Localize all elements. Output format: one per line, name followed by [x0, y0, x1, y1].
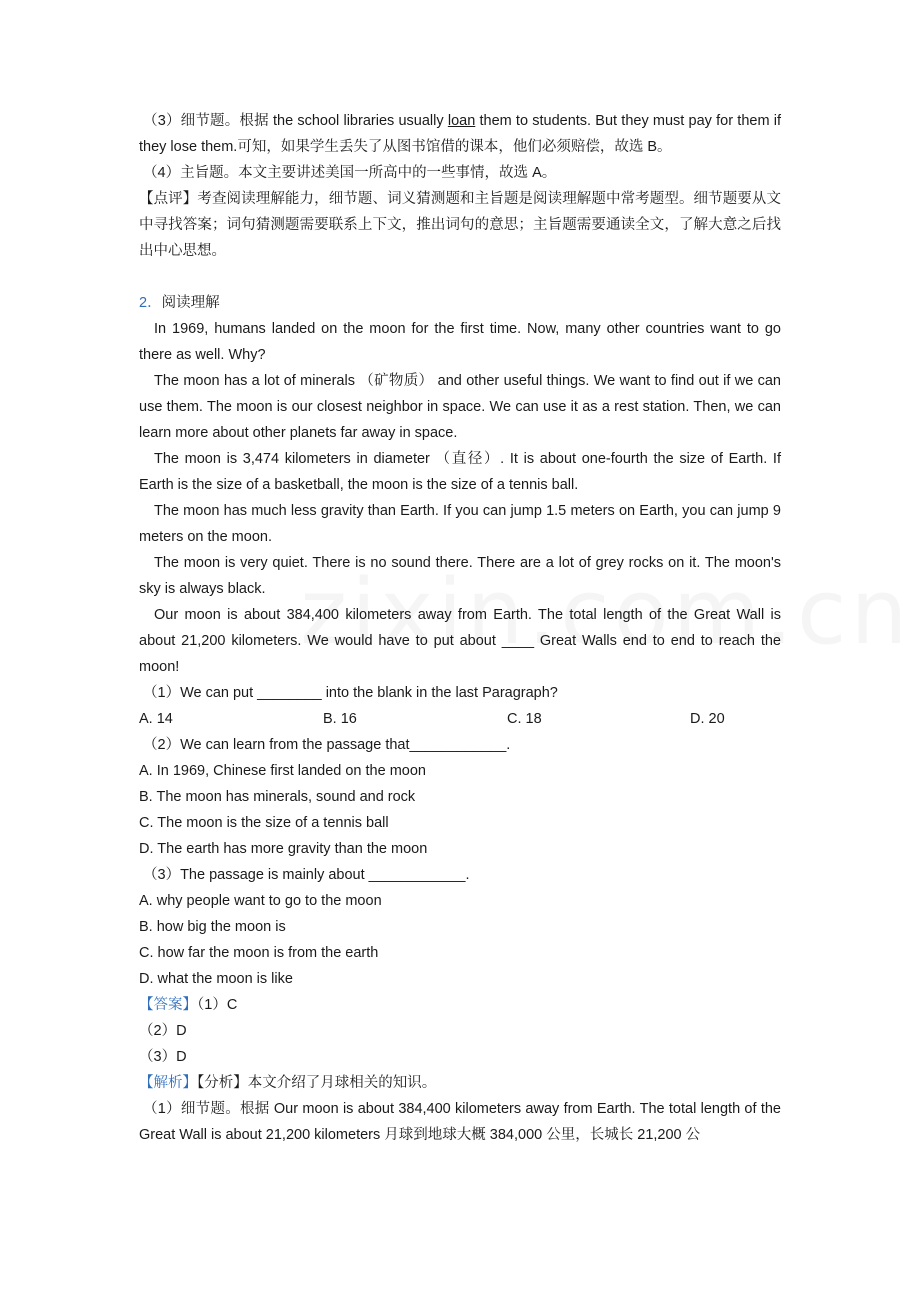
passage-paragraph: The moon is 3,474 kilometers in diameter （直径）. It is about one-fourth the size of Earth. If Earth is the size of a basketball, the moon is the size of a tennis ball. — [139, 451, 781, 493]
option-a: A. why people want to go to the moon — [139, 893, 382, 909]
section-heading — [139, 290, 781, 316]
option-b: B. The moon has minerals, sound and rock — [139, 789, 416, 805]
passage-paragraph: The moon has a lot of minerals （矿物质） and other useful things. We want to find out if we can use them. The moon is our closest neighbor in space. We can use it as a rest station. Then, we can learn more about other planets far away in space. — [139, 373, 781, 441]
option-a: A. In 1969, Chinese first landed on the moon — [139, 763, 426, 779]
section-number: 2． — [139, 295, 162, 311]
option-c: C. 18 — [507, 711, 542, 727]
analysis-intro: 【分析】本文介绍了月球相关的知识。 — [197, 1075, 437, 1091]
passage-paragraph: In 1969, humans landed on the moon for the first time. Now, many other countries want to go there as well. Why? — [139, 321, 781, 363]
section-title: 阅读理解 — [161, 295, 220, 311]
passage-paragraph: Our moon is about 384,400 kilometers away from Earth. The total length of the Great Wall is about 21,200 kilometers. We would have to put about ____ Great Walls end to end to reach the moon! — [139, 607, 781, 675]
question-1-options — [139, 706, 781, 732]
option-d: D. what the moon is like — [139, 971, 293, 987]
option-c: C. The moon is the size of a tennis ball — [139, 815, 389, 831]
analysis-q1: （1）细节题。根据 Our moon is about 384,400 kilometers away from Earth. The total length of the Great Wall is about 21,200 kilometers 月球到地球大概 384,000 公里，长城长 21,200 公 — [139, 1101, 781, 1143]
analysis-line — [139, 1070, 781, 1096]
answer-1: （1）C — [197, 997, 238, 1013]
option-b: B. 16 — [323, 711, 357, 727]
answer-line — [139, 992, 781, 1018]
option-d: D. 20 — [690, 711, 725, 727]
option-a: A. 14 — [139, 711, 173, 727]
question-1-stem: （1）We can put ________ into the blank in the last Paragraph? — [143, 685, 558, 701]
underlined-word: loan — [447, 113, 476, 129]
analysis-label: 【解析】 — [139, 1075, 197, 1091]
answer-2: （2）D — [139, 1023, 187, 1039]
answer-label: 【答案】 — [139, 997, 197, 1013]
passage-paragraph: The moon has much less gravity than Earth. If you can jump 1.5 meters on Earth, you can jump 9 meters on the moon. — [139, 503, 781, 545]
prev-comment: 【点评】考查阅读理解能力，细节题、词义猜测题和主旨题是阅读理解题中常考题型。细节题要从文中寻找答案；词句猜测题需要联系上下文，推出词句的意思；主旨题需要通读全文，了解大意之后找出中心思想。 — [139, 191, 781, 259]
prev-q3-explanation: （3）细节题。根据 the school libraries usually loan them to students. But they must pay for them if they lose them.可知，如果学生丢失了从图书馆借的课本，他们必须赔偿，故选 B。 — [139, 113, 781, 155]
answer-3: （3）D — [139, 1049, 187, 1065]
option-d: D. The earth has more gravity than the moon — [139, 841, 428, 857]
question-3-stem: （3）The passage is mainly about ____________. — [143, 867, 470, 883]
passage-paragraph: The moon is very quiet. There is no sound there. There are a lot of grey rocks on it. The moon's sky is always black. — [139, 555, 781, 597]
question-2-stem: （2）We can learn from the passage that____________. — [143, 737, 511, 753]
option-b: B. how big the moon is — [139, 919, 286, 935]
prev-q4-explanation: （4）主旨题。本文主要讲述美国一所高中的一些事情，故选 A。 — [143, 165, 557, 181]
document-page — [139, 108, 781, 1148]
option-c: C. how far the moon is from the earth — [139, 945, 379, 961]
